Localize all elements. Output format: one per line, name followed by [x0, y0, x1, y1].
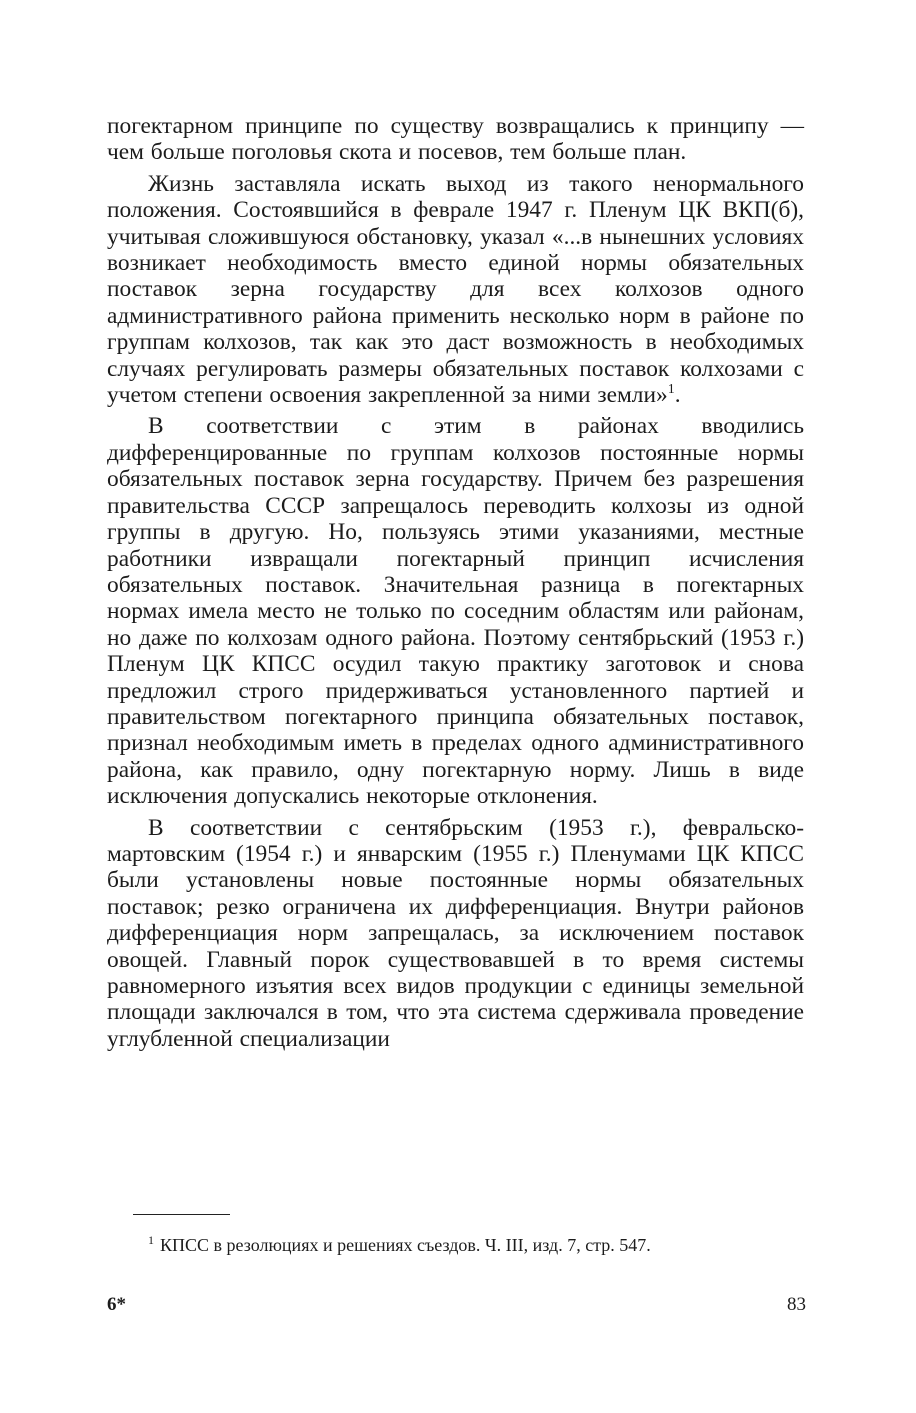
page-number: 83 — [787, 1294, 806, 1315]
paragraph-1 — [107, 113, 804, 166]
paragraph-2 — [107, 171, 804, 409]
paragraph-4 — [107, 815, 804, 1053]
page-body — [107, 113, 804, 1057]
paragraph-2-end: . — [674, 382, 681, 409]
paragraph-2-text: Жизнь заставляла искать выход из такого ненормального положения. Состоявшийся в феврале 1947 г. Пленум ЦК ВКП(б), учитывая сложившуюся обстановку, указал «...в нынешних условиях возникает необходимость вместо единой нормы обязательных поставок зерна государству для всех колхозов одного административного района применить несколько норм в районе по группам колхозов, так как это даст возможность в необходимых случаях регулировать размеры обязательных поставок колхозами с учетом степени освоения закрепленной за ними земли» — [107, 170, 804, 409]
footnote-text: КПСС в резолюциях и решениях съездов. Ч. III, изд. 7, стр. 547. — [160, 1235, 651, 1255]
paragraph-3-text: В соответствии с этим в районах вводились дифференцированные по группам колхозов постоянные нормы обязательных поставок зерна государству. Причем без разрешения правительства СССР запрещалось переводить колхозы из одной группы в другую. Но, пользуясь этими указаниями, местные работники извращали погектарный принцип исчисления обязательных поставок. Значительная разница в погектарных нормах имела место не только по соседним областям или районам, но даже по колхозам одного района. Поэтому сентябрьский (1953 г.) Пленум ЦК КПСС осудил такую практику заготовок и снова предложил строго придерживаться установленного партией и правительством погектарного принципа обязательных поставок, признал необходимым иметь в пределах одного административного района, как правило, одну погектарную норму. Лишь в виде исключения допускались некоторые отклонения. — [107, 413, 804, 810]
footnote-reference[interactable]: 1 — [667, 382, 675, 398]
footnote-mark: 1 — [148, 1233, 154, 1247]
paragraph-3 — [107, 413, 804, 809]
footnote-divider — [133, 1214, 230, 1215]
footnote — [107, 1233, 804, 1257]
signature-mark: 6* — [107, 1294, 126, 1315]
paragraph-1-text: погектарном принципе по существу возвращались к принципу — чем больше поголовья скота и посевов, тем больше план. — [107, 113, 804, 166]
paragraph-4-text: В соответствии с сентябрьским (1953 г.), февральско-мартовским (1954 г.) и январским (1955 г.) Пленумами ЦК КПСС были установлены новые постоянные нормы обязательных поставок; резко ограничена их дифференциация. Внутри районов дифференциация норм запрещалась, за исключением поставок овощей. Главный порок существовавшей в то время системы равномерного изъятия всех видов продукции с единицы земельной площади заключался в том, что эта система сдерживала проведение углубленной специализации — [107, 814, 804, 1052]
